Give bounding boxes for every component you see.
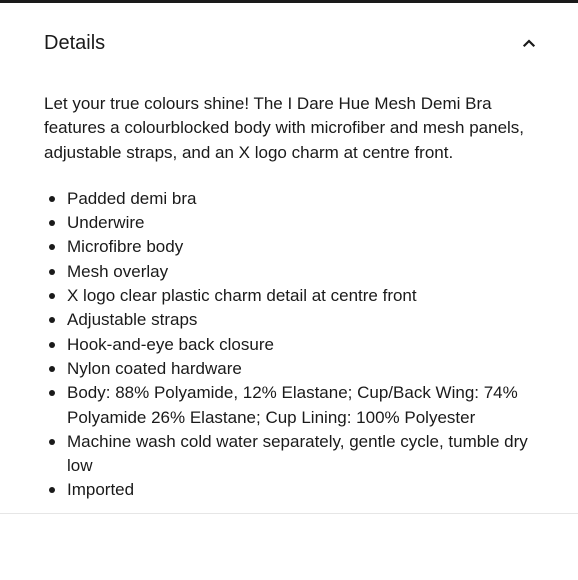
- feature-item: Imported: [44, 478, 544, 502]
- details-content: [44, 92, 544, 503]
- feature-item: Nylon coated hardware: [44, 357, 544, 381]
- chevron-up-icon[interactable]: [521, 35, 537, 51]
- feature-item: Machine wash cold water separately, gentle cycle, tumble dry low: [44, 430, 544, 479]
- feature-item: Microfibre body: [44, 235, 544, 259]
- feature-item: Padded demi bra: [44, 187, 544, 211]
- details-title: Details: [44, 32, 106, 54]
- details-accordion-header[interactable]: [0, 3, 578, 83]
- feature-item: X logo clear plastic charm detail at centre front: [44, 284, 544, 308]
- product-description: Let your true colours shine! The I Dare Hue Mesh Demi Bra features a colourblocked body with microfiber and mesh panels, adjustable straps, and an X logo charm at centre front.: [44, 94, 525, 162]
- feature-list: [44, 187, 544, 503]
- feature-item: Adjustable straps: [44, 308, 544, 332]
- feature-item: Hook-and-eye back closure: [44, 333, 544, 357]
- feature-item: Mesh overlay: [44, 260, 544, 284]
- feature-item: Body: 88% Polyamide, 12% Elastane; Cup/Back Wing: 74% Polyamide 26% Elastane; Cup Lining: 100% Polyester: [44, 381, 544, 430]
- details-accordion: [0, 3, 578, 514]
- feature-item: Underwire: [44, 211, 544, 235]
